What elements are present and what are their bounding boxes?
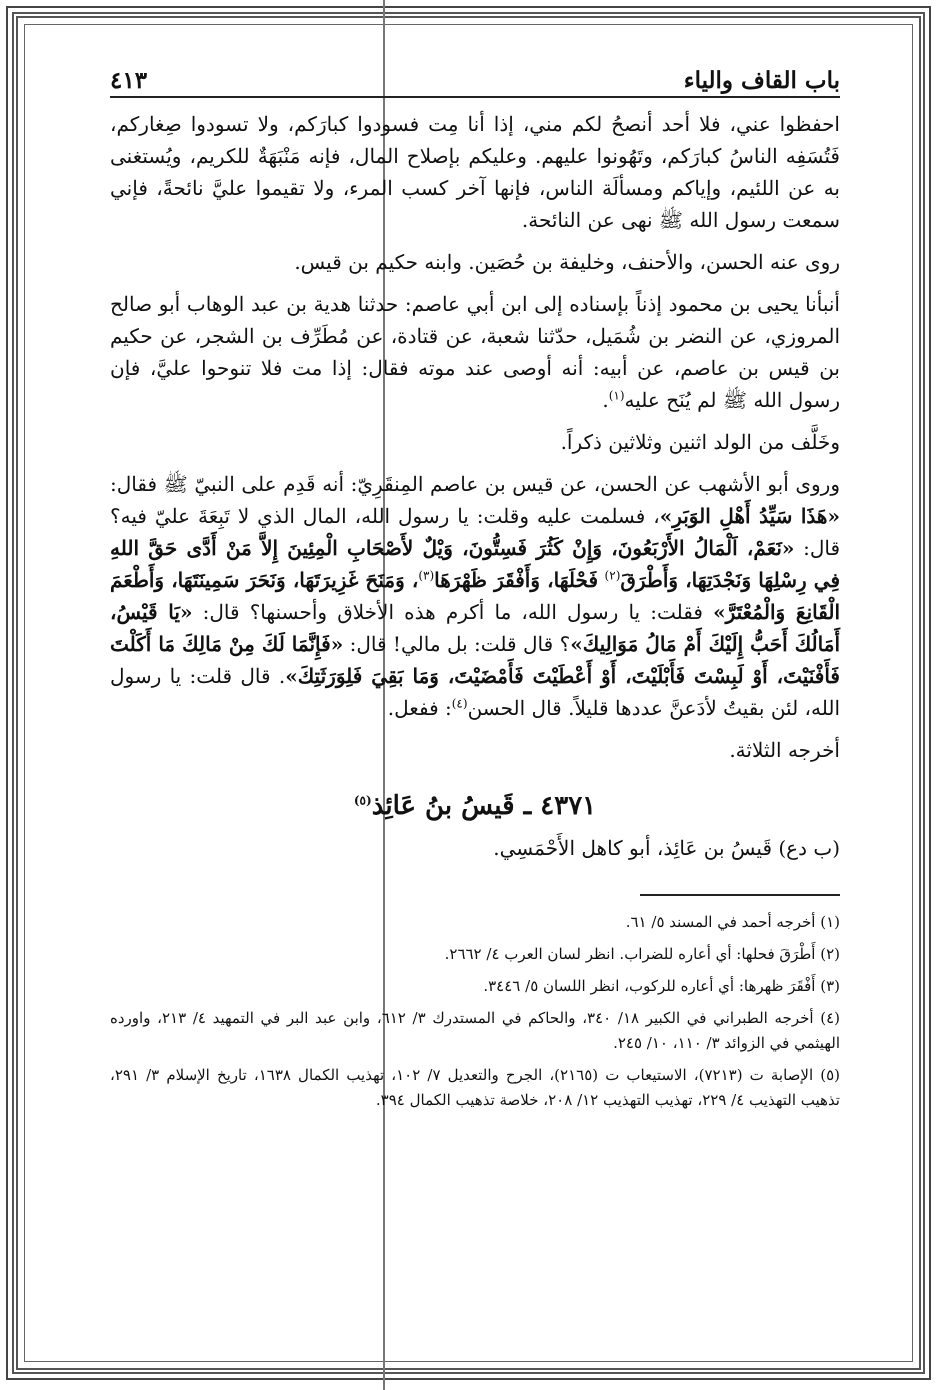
main-text — [110, 108, 840, 864]
footnote-ref: (٤) — [451, 696, 468, 711]
footnotes — [110, 910, 840, 1113]
hadith-quote: «هَذَا سَيِّدُ أَهْلِ الوَبَرِ» — [659, 504, 840, 528]
book-page — [110, 60, 840, 1120]
footnote: (٥) الإصابة ت (٧٢١٣)، الاستيعاب ت (٢١٦٥)، الجرح والتعديل ٧/ ١٠٢، تهذيب الكمال ١٦٣٨، تاريخ الإسلام ٣/ ٢٩١، تذهيب التهذيب ٤/ ٢٢٩، تهذيب التهذيب ١٢/ ٢٠٨، خلاصة تذهيب الكمال ٣٩٤. — [110, 1066, 840, 1109]
hadith-quote: «نَعَمْ، اَلْمَالُ الأَرْبَعُونَ، وَإِنْ كَثُرَ فَسِتُّونَ، وَيْلٌ لأَصْحَابِ الْمِئِينَ إِلاَّ مَنْ أَدَّى حَقَّ اللهِ فِي رِسْلِهَا وَنَجْدَتِهَا، وَأَطْرَقَ — [110, 536, 840, 592]
footnote: (١) أخرجه أحمد في المسند ٥/ ٦١. — [625, 913, 840, 931]
hadith-quote: ، وَمَنَحَ غَزِيرَتَهَا، وَنَحَرَ سَمِينَتَهَا، وَأَطْعَمَ الْقَانِعَ وَالْمُعْتَرَّ» — [110, 568, 841, 624]
paragraph: روى عنه الحسن، والأحنف، وخليفة بن حُصَين. وابنه حكيم بن قيس. — [294, 250, 840, 274]
entry-heading: ٤٣٧١ ـ قَيسُ بنُ عَائِذ$^{(٥)}$ — [353, 791, 597, 821]
footnote-ref: (١) — [608, 388, 625, 403]
running-header — [110, 60, 840, 98]
hadith-quote: فَحْلَهَا، وَأَفْقَرَ ظَهْرَهَا — [434, 568, 599, 592]
hadith-quote: «يَا قَيْسُ، أَمَالُكَ أَحَبُّ إِلَيْكَ أَمْ مَالُ مَوَالِيكَ» — [110, 600, 841, 656]
hadith-quote: «فَإِنَّمَا لَكَ مِنْ مَالِكَ مَا أَكَلْتَ فَأَفْنَيْتَ، أَوْ لَبِسْتَ فَأَبْلَيْتَ، أَوْ أَعْطَيْتَ فَأَمْضَيْتَ، وَمَا بَقِيَ فَلِوَرَثَتِكَ» — [110, 632, 840, 688]
footnote: (٢) أَطْرَقَ فحلها: أي أعاره للضراب. انظر لسان العرب ٤/ ٢٦٦٢. — [444, 945, 840, 963]
footnote-ref: (٥) — [353, 793, 372, 808]
paragraph: أنبأنا يحيى بن محمود إذناً بإسناده إلى ابن أبي عاصم: حدثنا هدية بن عبد الوهاب أبو صالح المروزي، عن النضر بن شُمَيل، حدّثنا شعبة، عن قتادة، عن مُطَرِّف بن الشجر، عن حكيم بن قيس بن عاصم، عن أبيه: أنه أوصى عند موته فقال: إذا مت فلا تنوحوا عليَّ، فإن رسول الله ﷺ لم يُنَح عليه$^{(١)}$. — [110, 292, 840, 412]
paragraph: أخرجه الثلاثة. — [729, 738, 840, 762]
footnote: (٤) أخرجه الطبراني في الكبير ١٨/ ٣٤٠، والحاكم في المستدرك ٣/ ٦١٢، وابن عبد البر في التمهيد ٤/ ٢١٣، واورده الهيثمي في الزوائد ٣/ ١١٠، ١٠/ ٢٤٥. — [110, 1009, 840, 1052]
footnote-ref: (٢) — [604, 568, 621, 583]
paragraph: وروى أبو الأشهب عن الحسن، عن قيس بن عاصم المِنقَرِيّ: أنه قَدِم على النبيّ ﷺ فقال: «هَذَا سَيِّدُ أَهْلِ الوَبَرِ»، فسلمت عليه وقلت: يا رسول الله، المال الذي لا تَبِعَةَ عليّ فيه؟ قال: «نَعَمْ، اَلْمَالُ الأَرْبَعُونَ، وَإِنْ كَثُرَ فَسِتُّونَ، وَيْلٌ لأَصْحَابِ الْمِئِينَ إِلاَّ مَنْ أَدَّى حَقَّ اللهِ فِي رِسْلِهَا وَنَجْدَتِهَا، وَأَطْرَقَ$^{(٢)}$ فَحْلَهَا، وَأَفْقَرَ ظَهْرَهَا$^{(٣)}$، وَمَنَحَ غَزِيرَتَهَا، وَنَحَرَ سَمِينَتَهَا، وَأَطْعَمَ الْقَانِعَ وَالْمُعْتَرَّ» فقلت: يا رسول الله، ما أكرم هذه الأخلاق وأحسنها؟ قال: «يَا قَيْسُ، أَمَالُكَ أَحَبُّ إِلَيْكَ أَمْ مَالُ مَوَالِيكَ»؟ قال قلت: بل مالي! قال: «فَإِنَّمَا لَكَ مِنْ مَالِكَ مَا أَكَلْتَ فَأَفْنَيْتَ، أَوْ لَبِسْتَ فَأَبْلَيْتَ، أَوْ أَعْطَيْتَ فَأَمْضَيْتَ، وَمَا بَقِيَ فَلِوَرَثَتِكَ». قال قلت: يا رسول الله، لئن بقيتُ لأدَعنَّ عددها قليلاً. قال الحسن$^{(٤)}$: ففعل. — [110, 472, 841, 720]
paragraph: احفظوا عني، فلا أحد أنصحُ لكم مني، إذا أنا مِت فسودوا كبارَكم، ولا تسودوا صِغاركم، فَتُسَفِه الناسُ كبارَكم، وتَهُونوا عليهم. وعليكم بإصلاح المال، فإنه مَنْبَهَةٌ للكريم، ويُستغنى به عن اللئيم، وإياكم ومسألَة الناس، فإنها آخر كسب المرء، ولا تقيموا عليَّ نائحةً، فإني سمعت رسول الله ﷺ نهى عن النائحة. — [110, 112, 840, 232]
entry-sources: (ب دع) قَيسُ بن عَائِذ، أبو كاهل الأَحْمَسِي. — [493, 836, 840, 860]
paragraph: وخَلَّف من الولد اثنين وثلاثين ذكراً. — [560, 430, 840, 454]
footnote-ref: (٣) — [418, 568, 435, 583]
isnad-text: أنبأنا يحيى بن محمود إذناً بإسناده إلى ابن أبي عاصم: حدثنا هدية بن عبد الوهاب أبو صالح المروزي، عن النضر بن شُمَيل، حدّثنا شعبة، عن قتادة، عن مُطَرِّف بن الشجر، عن حكيم بن قيس بن عاصم، عن أبيه: أنه أوصى عند موته فقال: إذا مت فلا تنوحوا عليَّ، فإن رسول الله ﷺ لم يُنَح عليه — [110, 292, 840, 412]
footnote: (٣) أَفْقَرَ ظهرها: أي أعاره للركوب، انظر اللسان ٥/ ٣٤٤٦. — [483, 977, 840, 995]
page-number: ٤١٣ — [110, 67, 148, 94]
footnote-separator — [640, 894, 840, 896]
chapter-title: باب القاف والياء — [683, 67, 840, 94]
